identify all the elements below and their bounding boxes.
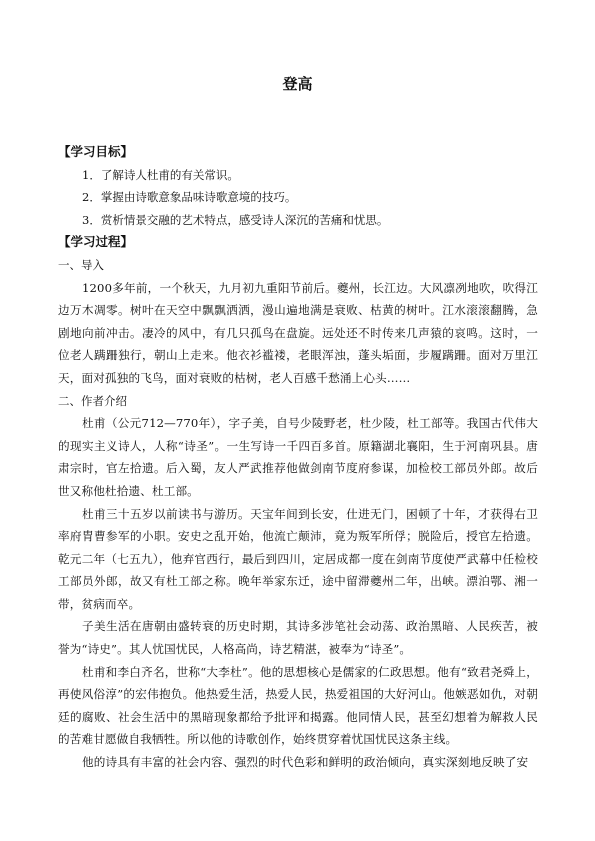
- section-label-author: 二、作者介绍: [58, 393, 127, 408]
- intro-paragraph: 1200多年前，一个秋天，九月初九重阳节前后。夔州，长江边。大风凛冽地吹，吹得江边万木凋零。树叶在天空中飘飘洒洒，漫山遍地满是衰败、枯黄的树叶。江水滚滚翻腾，急剧地向前冲击。凄冷的风中，有几只孤鸟在盘旋。远处还不时传来几声猿的哀鸣。这时，一位老人蹒跚独行，朝山上走来。他衣衫褴褛，老眼浑浊，蓬头垢面，步履蹒跚。面对万里江天，面对孤独的飞鸟，面对衰败的枯树，老人百感千愁涌上心头……: [58, 280, 538, 385]
- goal-item: 1．了解诗人杜甫的有关常识。: [82, 167, 239, 182]
- goal-item: 2．掌握由诗歌意象品味诗歌意境的技巧。: [82, 190, 297, 205]
- author-paragraph: 杜甫三十五岁以前读书与游历。天宝年间到长安，仕进无门，困顿了十年，才获得右卫率府胄曹参军的小职。安史之乱开始，他流亡颠沛，竟为叛军所俘；脱险后，授官左拾遗。乾元二年（七五九），他弃官西行，最后到四川，定居成都一度在剑南节度使严武幕中任检校工部员外郎，故又有杜工部之称。晚年举家东迁，途中留滞夔州二年，出峡。漂泊鄂、湘一带，贫病而卒。: [58, 506, 538, 611]
- process-heading: 【学习过程】: [58, 234, 134, 250]
- author-paragraph: 子美生活在唐朝由盛转衰的历史时期，其诗多涉笔社会动荡、政治黑暗、人民疾苦，被誉为“诗史”。其人忧国忧民，人格高尚，诗艺精湛，被奉为“诗圣”。: [58, 619, 538, 657]
- goals-heading: 【学习目标】: [58, 144, 134, 159]
- document-body: [58, 141, 538, 774]
- author-paragraph: 他的诗具有丰富的社会内容、强烈的时代色彩和鲜明的政治倾向，真实深刻地反映了安: [82, 755, 529, 770]
- goal-item: 3．赏析情景交融的艺术特点，感受诗人深沉的苦痛和忧思。: [82, 212, 389, 227]
- author-paragraph: 杜甫（公元712—770年），字子美，自号少陵野老，杜少陵，杜工部等。我国古代伟大的现实主义诗人，人称“诗圣”。一生写诗一千四百多首。原籍湖北襄阳，生于河南巩县。唐肃宗时，官左拾遗。后入蜀，友人严武推荐他做剑南节度府参谋，加检校工部员外郎。故后世又称他杜拾遗、杜工部。: [58, 416, 538, 498]
- section-label-intro: 一、导入: [58, 257, 104, 272]
- page-title: 登高: [282, 75, 313, 93]
- author-paragraph: 杜甫和李白齐名，世称“大李杜”。他的思想核心是儒家的仁政思想。他有“致君尧舜上，再使风俗淳”的宏伟抱负。他热爱生活，热爱人民，热爱祖国的大好河山。他嫉恶如仇，对朝廷的腐败、社会生活中的黑暗现象都给予批评和揭露。他同情人民，甚至幻想着为解救人民的苦难甘愿做自我牺牲。所以他的诗歌创作，始终贯穿着忧国忧民这条主线。: [58, 664, 538, 747]
